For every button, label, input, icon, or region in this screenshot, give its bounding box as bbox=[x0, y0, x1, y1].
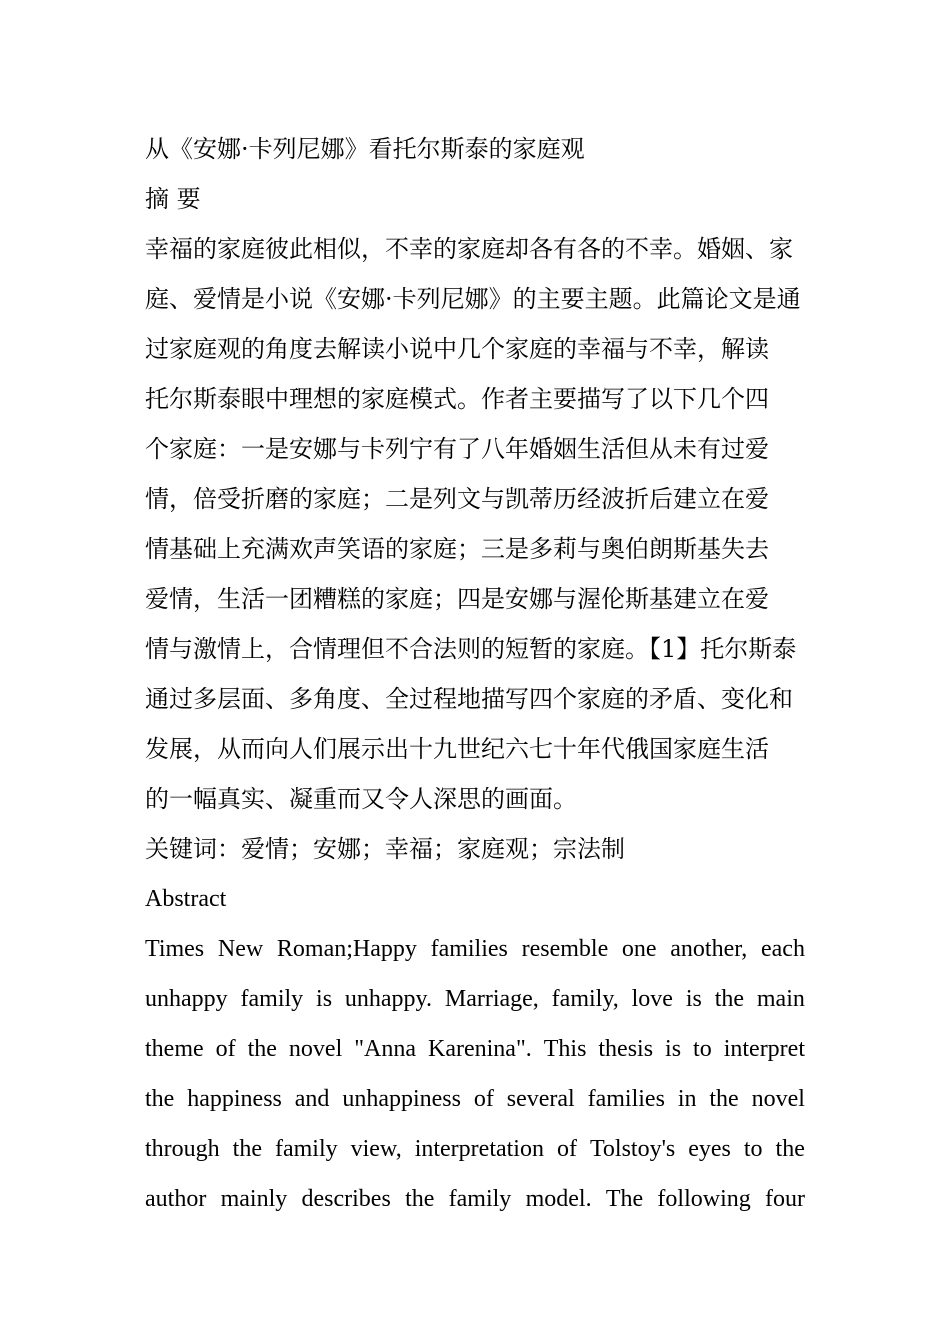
abstract-cn-line: 发展，从而向人们展示出十九世纪六七十年代俄国家庭生活 bbox=[145, 735, 769, 763]
abstract-en-word: This bbox=[543, 1036, 587, 1062]
abstract-en-word: family bbox=[448, 1186, 512, 1212]
abstract-en-word: theme bbox=[145, 1036, 204, 1062]
abstract-en-line bbox=[145, 1024, 805, 1074]
abstract-en-word: interpret bbox=[723, 1036, 805, 1062]
abstract-en-word: through bbox=[145, 1136, 220, 1162]
abstract-en-word: the bbox=[714, 986, 745, 1012]
abstract-en-word: family, bbox=[551, 986, 619, 1012]
abstract-en-word: "Anna bbox=[354, 1036, 417, 1062]
abstract-en-word: to bbox=[693, 1036, 712, 1062]
abstract-en-word: author bbox=[145, 1186, 207, 1212]
abstract-cn-line: 情与激情上，合情理但不合法则的短暂的家庭。【1】托尔斯泰 bbox=[145, 635, 797, 663]
abstract-en-word: resemble bbox=[521, 936, 609, 962]
abstract-cn-line: 托尔斯泰眼中理想的家庭模式。作者主要描写了以下几个四 bbox=[145, 385, 769, 413]
abstract-en-line bbox=[145, 924, 805, 974]
abstract-en-word: the bbox=[232, 1136, 262, 1162]
abstract-en-line bbox=[145, 974, 805, 1024]
abstract-en-word: is bbox=[665, 1036, 682, 1062]
abstract-en-word: to bbox=[743, 1136, 763, 1162]
abstract-en-word: unhappiness bbox=[342, 1086, 461, 1112]
abstract-cn-line: 情基础上充满欢声笑语的家庭；三是多莉与奥伯朗斯基失去 bbox=[145, 535, 769, 563]
keywords-cn: 关键词：爱情；安娜；幸福；家庭观；宗法制 bbox=[145, 835, 625, 863]
abstract-en-body bbox=[145, 924, 805, 1224]
abstract-en-word: the bbox=[405, 1186, 435, 1212]
abstract-en-word: novel bbox=[288, 1036, 343, 1062]
abstract-cn-line: 通过多层面、多角度、全过程地描写四个家庭的矛盾、变化和 bbox=[145, 685, 793, 713]
abstract-en-word: main bbox=[756, 986, 805, 1012]
abstract-en-word: and bbox=[294, 1086, 330, 1112]
abstract-en-word: the bbox=[145, 1086, 175, 1112]
abstract-cn-line: 幸福的家庭彼此相似，不幸的家庭却各有各的不幸。婚姻、家 bbox=[145, 235, 793, 263]
abstract-en-line bbox=[145, 1124, 805, 1174]
abstract-en-word: love bbox=[631, 986, 673, 1012]
abstract-en-word: following bbox=[657, 1186, 751, 1212]
abstract-en-word: several bbox=[506, 1086, 575, 1112]
document-title: 从《安娜·卡列尼娜》看托尔斯泰的家庭观 bbox=[145, 135, 585, 163]
abstract-en-word: in bbox=[677, 1086, 697, 1112]
abstract-cn-line: 情，倍受折磨的家庭；二是列文与凯蒂历经波折后建立在爱 bbox=[145, 485, 769, 513]
abstract-en-word: view, bbox=[350, 1136, 402, 1162]
abstract-en-line bbox=[145, 1074, 805, 1124]
abstract-en-word: New bbox=[217, 936, 264, 962]
abstract-en-word: interpretation bbox=[414, 1136, 544, 1162]
abstract-en-word: family bbox=[240, 986, 304, 1012]
abstract-heading-cn: 摘 要 bbox=[145, 185, 201, 213]
abstract-en-word: Roman;Happy bbox=[276, 936, 417, 962]
abstract-en-word: the bbox=[775, 1136, 805, 1162]
abstract-cn-line: 个家庭：一是安娜与卡列宁有了八年婚姻生活但从未有过爱 bbox=[145, 435, 769, 463]
abstract-en-word: the bbox=[709, 1086, 739, 1112]
abstract-en-word: novel bbox=[751, 1086, 805, 1112]
abstract-en-line bbox=[145, 1174, 805, 1224]
abstract-en-word: one bbox=[621, 936, 657, 962]
abstract-en-word: Tolstoy's bbox=[589, 1136, 676, 1162]
abstract-en-word: each bbox=[761, 936, 805, 962]
abstract-en-word: of bbox=[215, 1036, 236, 1062]
abstract-en-word: eyes bbox=[688, 1136, 731, 1162]
abstract-cn-line: 爱情，生活一团糟糕的家庭；四是安娜与渥伦斯基建立在爱 bbox=[145, 585, 769, 613]
abstract-en-word: unhappy bbox=[145, 986, 228, 1012]
abstract-en-word: is bbox=[316, 986, 333, 1012]
abstract-cn-line: 的一幅真实、凝重而又令人深思的画面。 bbox=[145, 785, 577, 813]
abstract-en-word: The bbox=[605, 1186, 644, 1212]
abstract-en-word: model. bbox=[525, 1186, 592, 1212]
abstract-heading-en: Abstract bbox=[145, 886, 227, 912]
abstract-cn-line: 过家庭观的角度去解读小说中几个家庭的幸福与不幸，解读 bbox=[145, 335, 769, 363]
abstract-en-word: another, bbox=[670, 936, 748, 962]
abstract-en-word: thesis bbox=[598, 1036, 654, 1062]
abstract-en-word: families bbox=[430, 936, 508, 962]
abstract-en-word: of bbox=[556, 1136, 577, 1162]
abstract-en-word: families bbox=[587, 1086, 665, 1112]
abstract-cn-body bbox=[145, 224, 805, 824]
abstract-cn-line: 庭、爱情是小说《安娜·卡列尼娜》的主要主题。此篇论文是通 bbox=[145, 285, 801, 313]
abstract-en-word: four bbox=[765, 1186, 805, 1212]
abstract-en-word: happiness bbox=[187, 1086, 282, 1112]
abstract-en-word: is bbox=[685, 986, 702, 1012]
document-page bbox=[145, 124, 805, 1224]
abstract-en-word: family bbox=[274, 1136, 338, 1162]
abstract-en-word: Karenina". bbox=[428, 1036, 532, 1062]
abstract-en-word: the bbox=[247, 1036, 277, 1062]
abstract-en-word: mainly bbox=[220, 1186, 288, 1212]
abstract-en-word: describes bbox=[301, 1186, 391, 1212]
abstract-en-word: unhappy. bbox=[344, 986, 432, 1012]
abstract-en-word: Marriage, bbox=[444, 986, 539, 1012]
abstract-en-word: of bbox=[473, 1086, 494, 1112]
abstract-en-word: Times bbox=[145, 936, 205, 962]
